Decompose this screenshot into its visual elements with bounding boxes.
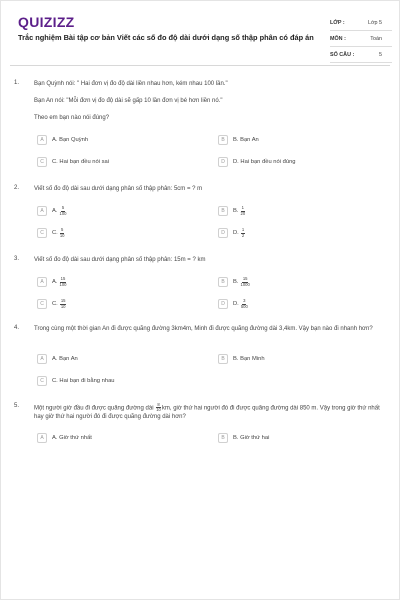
- question-number: 4.: [14, 325, 20, 331]
- fraction: $\frac{1}{2}$: [241, 227, 245, 238]
- option-letter-box: A: [37, 135, 47, 145]
- option-letter-box: A: [37, 433, 47, 443]
- option-letter-box: C: [37, 157, 47, 167]
- q1-option-d[interactable]: [218, 157, 296, 167]
- option-letter-box: C: [37, 228, 47, 238]
- question-number: 5.: [14, 403, 20, 409]
- question-text-line: Theo em bạn nào nói đúng?: [34, 115, 110, 121]
- fraction: $\frac{15}{1000}$: [240, 276, 250, 287]
- option-letter-box: A: [37, 277, 47, 287]
- option-text: A. Bạn Quỳnh: [52, 137, 89, 143]
- fraction: $\frac{15}{100}$: [59, 276, 67, 287]
- meta-grade-row: [330, 15, 392, 31]
- fraction: $\frac{1}{20}$: [240, 205, 246, 216]
- meta-info-panel: [330, 15, 392, 63]
- question-number: 3.: [14, 256, 20, 262]
- quizizz-logo: QUIZIZZ: [18, 14, 75, 30]
- option-text: A. Giờ thứ nhất: [52, 435, 92, 441]
- question-stem: [34, 256, 384, 273]
- meta-subject-value: Toán: [370, 35, 382, 42]
- question-text-line: Bạn Quỳnh nói: " Hai đơn vị đo độ dài liền nhau hơn, kém nhau 100 lần.": [34, 81, 228, 87]
- question-text-line: Bạn An nói: "Mỗi đơn vị đo độ dài sẽ gấp 10 lần đơn vị bé hơn liền nó.": [34, 98, 223, 104]
- question-stem: [34, 325, 384, 342]
- option-text: A. Bạn An: [52, 356, 78, 362]
- meta-grade-value: Lớp 5: [367, 19, 382, 26]
- q3-option-a[interactable]: [37, 277, 66, 287]
- option-letter-box: D: [218, 299, 228, 309]
- option-letter-box: B: [218, 135, 228, 145]
- question-stem: [34, 403, 384, 430]
- option-letter-box: A: [37, 354, 47, 364]
- q2-option-b[interactable]: [218, 206, 245, 216]
- q4-option-a[interactable]: [37, 354, 78, 364]
- option-letter-box: B: [218, 433, 228, 443]
- header-divider: [10, 65, 390, 66]
- q5-option-a[interactable]: [37, 433, 92, 443]
- option-text: A.: [52, 279, 58, 286]
- question-text-line: Viết số đo độ dài sau dưới dạng phân số thập phân: 15m = ? km: [34, 257, 206, 263]
- question-number: 2.: [14, 185, 20, 191]
- q4-option-b[interactable]: [218, 354, 265, 364]
- option-letter-box: C: [37, 299, 47, 309]
- q3-option-d[interactable]: [218, 299, 248, 309]
- option-text: D. Hai bạn đều nói đúng: [233, 159, 296, 165]
- question-number: 1.: [14, 80, 20, 86]
- fraction: $\frac{3}{500}$: [240, 298, 248, 309]
- q3-option-c[interactable]: [37, 299, 66, 309]
- q5-option-b[interactable]: [218, 433, 269, 443]
- q2-option-d[interactable]: [218, 228, 245, 238]
- meta-subject-row: [330, 31, 392, 47]
- option-text: C. Hai bạn đều nói sai: [52, 159, 110, 165]
- q1-option-c[interactable]: [37, 157, 109, 167]
- fraction: $\frac{15}{10}$: [60, 298, 66, 309]
- option-text: C. Hai bạn đi bằng nhau: [52, 378, 115, 384]
- q4-option-c[interactable]: [37, 376, 115, 386]
- option-text: D.: [233, 301, 239, 308]
- option-text: B. Bạn Minh: [233, 356, 265, 362]
- q2-option-c[interactable]: [37, 228, 64, 238]
- option-text: A.: [52, 208, 58, 215]
- meta-grade-label: LỚP :: [330, 19, 345, 26]
- question-text-line: Một người giờ đầu đi được quãng đường dài $\frac{8}{10}$ km, giờ thứ hai người đó đi được quãng đường dài 850 m. Vậy trong giờ thứ nhất hay giờ thứ hai người đó đi được quãng đường dài hơn?: [34, 402, 380, 421]
- meta-count-row: [330, 47, 392, 63]
- q3-option-b[interactable]: [218, 277, 250, 287]
- option-text: B. Bạn An: [233, 137, 259, 143]
- option-letter-box: B: [218, 354, 228, 364]
- option-text: B.: [233, 279, 239, 286]
- option-text: B. Giờ thứ hai: [233, 435, 270, 441]
- option-letter-box: C: [37, 376, 47, 386]
- option-letter-box: B: [218, 277, 228, 287]
- option-text: B.: [233, 208, 239, 215]
- option-text: D.: [233, 230, 239, 237]
- q1-option-b[interactable]: [218, 135, 259, 145]
- question-stem: [34, 80, 384, 131]
- meta-subject-label: MÔN :: [330, 35, 346, 42]
- option-letter-box: A: [37, 206, 47, 216]
- option-text: C.: [52, 230, 58, 237]
- question-stem: [34, 185, 384, 202]
- question-text-line: Viết số đo độ dài sau dưới dạng phân số thập phân: 5cm = ? m: [34, 186, 203, 192]
- question-text-line: Trong cùng một thời gian An đi được quãng đường 3km4m, Minh đi được quãng đường dài 3,4km. Vậy bạn nào đi nhanh hơn?: [34, 326, 373, 332]
- q2-option-a[interactable]: [37, 206, 66, 216]
- fraction: $\frac{5}{100}$: [59, 205, 67, 216]
- option-letter-box: D: [218, 228, 228, 238]
- meta-count-label: SỐ CÂU :: [330, 51, 355, 58]
- option-letter-box: D: [218, 157, 228, 167]
- meta-count-value: 5: [379, 51, 382, 58]
- q1-option-a[interactable]: [37, 135, 88, 145]
- fraction: $\frac{5}{10}$: [59, 227, 65, 238]
- fraction: $\frac{8}{10}$: [156, 402, 161, 413]
- option-text: C.: [52, 301, 58, 308]
- worksheet-title: Trắc nghiệm Bài tập cơ bản Viết các số đo độ dài dưới dạng số thập phân có đáp án: [18, 33, 314, 42]
- option-letter-box: B: [218, 206, 228, 216]
